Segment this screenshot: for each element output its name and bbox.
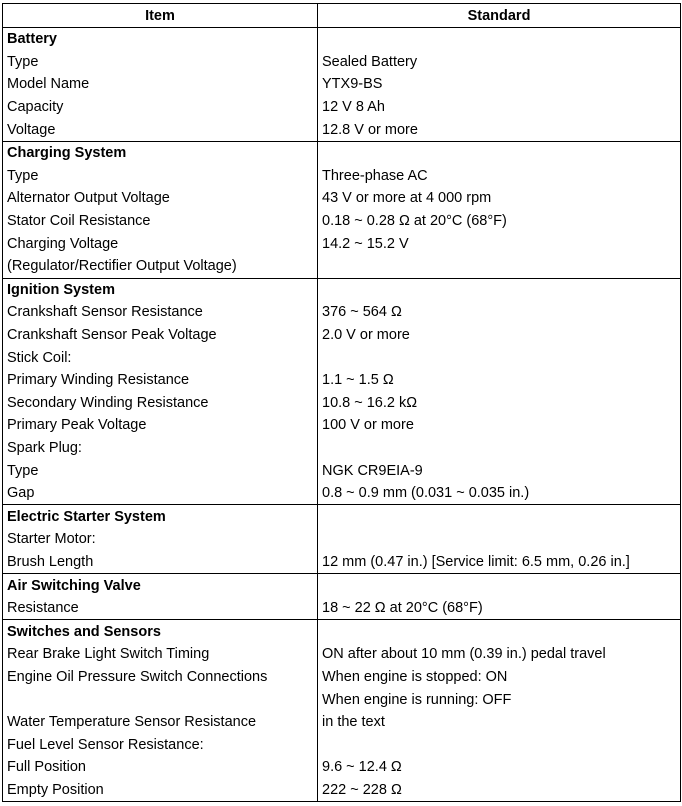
section-title: Switches and Sensors [3,620,318,643]
standard-value [318,278,681,301]
standard-value: NGK CR9EIA-9 [318,459,681,482]
item-label [3,688,318,711]
item-label: Type [3,51,318,74]
item-label: Empty Position [3,779,318,802]
item-label: (Regulator/Rectifier Output Voltage) [3,255,318,278]
table-row [3,414,681,437]
table-row [3,255,681,278]
standard-value: 12.8 V or more [318,118,681,141]
section-row [3,620,681,643]
section-row [3,278,681,301]
item-label: Stick Coil: [3,346,318,369]
table-row [3,756,681,779]
section-row [3,141,681,164]
standard-value [318,255,681,278]
table-row [3,96,681,119]
item-label: Stator Coil Resistance [3,210,318,233]
standard-value: Sealed Battery [318,51,681,74]
standard-value: 18 ~ 22 Ω at 20°C (68°F) [318,597,681,620]
standard-value: 100 V or more [318,414,681,437]
standard-value [318,620,681,643]
section-title: Electric Starter System [3,505,318,528]
header-item: Item [3,4,318,28]
table-row [3,643,681,666]
item-label: Spark Plug: [3,437,318,460]
table-row [3,528,681,551]
item-label: Primary Peak Voltage [3,414,318,437]
standard-value: 12 V 8 Ah [318,96,681,119]
header-standard: Standard [318,4,681,28]
table-row [3,551,681,574]
item-label: Water Temperature Sensor Resistance [3,711,318,734]
item-label: Gap [3,482,318,505]
item-label: Starter Motor: [3,528,318,551]
item-label: Brush Length [3,551,318,574]
spec-table [2,3,681,802]
section-row [3,28,681,51]
item-label: Engine Oil Pressure Switch Connections [3,666,318,689]
section-title: Charging System [3,141,318,164]
item-label: Type [3,165,318,188]
section-title: Air Switching Valve [3,574,318,597]
table-row [3,118,681,141]
standard-value: 0.18 ~ 0.28 Ω at 20°C (68°F) [318,210,681,233]
standard-value [318,528,681,551]
item-label: Rear Brake Light Switch Timing [3,643,318,666]
standard-value: 9.6 ~ 12.4 Ω [318,756,681,779]
section-title: Ignition System [3,278,318,301]
table-row [3,597,681,620]
table-row [3,666,681,689]
standard-value: 222 ~ 228 Ω [318,779,681,802]
item-label: Capacity [3,96,318,119]
item-label: Secondary Winding Resistance [3,392,318,415]
standard-value: When engine is stopped: ON [318,666,681,689]
spec-table-body [3,28,681,802]
item-label: Model Name [3,73,318,96]
standard-value [318,437,681,460]
table-row [3,232,681,255]
table-row [3,165,681,188]
standard-value: 10.8 ~ 16.2 kΩ [318,392,681,415]
table-row [3,779,681,802]
table-row [3,711,681,734]
standard-value [318,141,681,164]
item-label: Alternator Output Voltage [3,187,318,210]
standard-value: 14.2 ~ 15.2 V [318,232,681,255]
standard-value: 376 ~ 564 Ω [318,301,681,324]
table-row [3,51,681,74]
standard-value [318,346,681,369]
item-label: Primary Winding Resistance [3,369,318,392]
standard-value [318,28,681,51]
table-row [3,187,681,210]
standard-value: 0.8 ~ 0.9 mm (0.031 ~ 0.035 in.) [318,482,681,505]
table-row [3,482,681,505]
table-row [3,392,681,415]
standard-value: 1.1 ~ 1.5 Ω [318,369,681,392]
item-label: Crankshaft Sensor Peak Voltage [3,324,318,347]
item-label: Fuel Level Sensor Resistance: [3,733,318,756]
table-row [3,210,681,233]
item-label: Crankshaft Sensor Resistance [3,301,318,324]
standard-value: Three-phase AC [318,165,681,188]
standard-value: 43 V or more at 4 000 rpm [318,187,681,210]
table-row [3,324,681,347]
item-label: Voltage [3,118,318,141]
standard-value: 2.0 V or more [318,324,681,347]
standard-value: 12 mm (0.47 in.) [Service limit: 6.5 mm, 0.26 in.] [318,551,681,574]
table-row [3,346,681,369]
section-title: Battery [3,28,318,51]
section-row [3,505,681,528]
table-row [3,369,681,392]
table-row [3,459,681,482]
item-label: Resistance [3,597,318,620]
standard-value [318,733,681,756]
table-row [3,688,681,711]
standard-value [318,505,681,528]
standard-value: When engine is running: OFF [318,688,681,711]
table-row [3,73,681,96]
standard-value [318,574,681,597]
item-label: Charging Voltage [3,232,318,255]
item-label: Full Position [3,756,318,779]
table-row [3,733,681,756]
section-row [3,574,681,597]
standard-value: YTX9-BS [318,73,681,96]
standard-value: in the text [318,711,681,734]
table-row [3,437,681,460]
table-row [3,301,681,324]
table-header-row [3,4,681,28]
standard-value: ON after about 10 mm (0.39 in.) pedal travel [318,643,681,666]
item-label: Type [3,459,318,482]
